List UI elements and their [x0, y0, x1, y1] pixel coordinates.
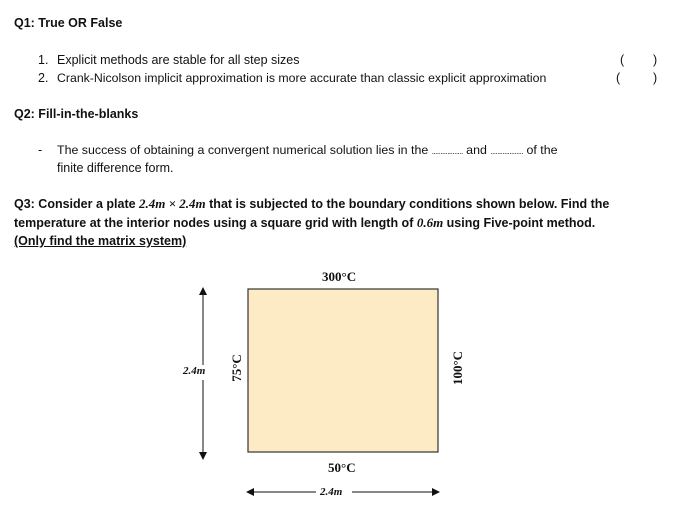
- q2-text-line2: finite difference form.: [57, 161, 174, 175]
- width-dimension-label: 2.4m: [320, 486, 343, 498]
- q2-text-part2: and: [466, 143, 487, 157]
- q3-dimension-expr: 2.4m × 2.4m: [139, 196, 206, 211]
- q1-item-2-number: 2.: [38, 71, 49, 85]
- q1-heading: Q1: True OR False: [14, 16, 123, 30]
- q2-text-part1: The success of obtaining a convergent numerical solution lies in the: [57, 143, 429, 157]
- q3-grid-expr: 0.6m: [416, 215, 444, 230]
- q1-item-1-number: 1.: [38, 53, 49, 67]
- q1-item-1-open-paren: (: [620, 53, 625, 67]
- left-boundary-temp: 75°C: [229, 354, 244, 382]
- height-dimension-label: 2.4m: [183, 365, 206, 377]
- plate: [248, 289, 438, 452]
- q2-text-part3: of the: [526, 143, 558, 157]
- q2-heading: Q2: Fill-in-the-blanks: [14, 107, 139, 121]
- q3-line1-b: that is subjected to the boundary conditions shown below. Find the: [205, 197, 610, 211]
- q1-item-2-text: Crank-Nicolson implicit approximation is more accurate than classic explicit approximation: [57, 71, 547, 85]
- q3-instruction: (Only find the matrix system): [14, 234, 187, 248]
- q3-line1-a: Q3: Consider a plate: [14, 197, 140, 211]
- q2-blank-2: ...................: [490, 147, 524, 156]
- q1-item-2-open-paren: (: [616, 71, 621, 85]
- q1-item-2-close-paren: ): [653, 71, 658, 85]
- right-boundary-temp: 100°C: [450, 350, 465, 386]
- q3-line2-a: temperature at the interior nodes using a square grid with length of: [14, 216, 417, 230]
- q1-item-1-close-paren: ): [653, 53, 658, 67]
- q1-item-1-text: Explicit methods are stable for all step sizes: [57, 53, 300, 67]
- top-boundary-temp: 300°C: [322, 269, 357, 284]
- q3-line2-b: using Five-point method.: [443, 216, 596, 230]
- q2-bullet: -: [38, 143, 43, 157]
- q2-blank-1: ..................: [431, 147, 463, 156]
- bottom-boundary-temp: 50°C: [328, 460, 356, 475]
